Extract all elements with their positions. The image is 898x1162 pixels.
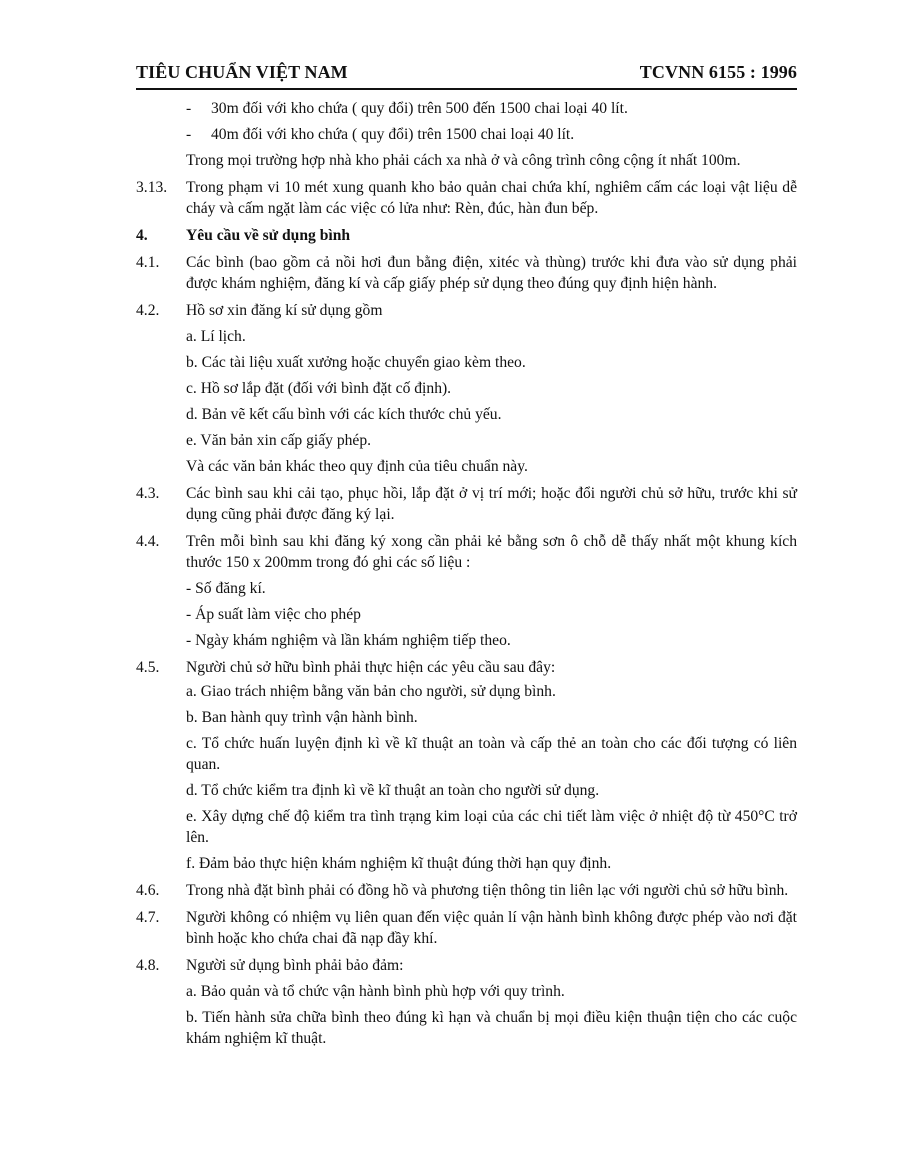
section-4-4 [136, 531, 797, 573]
list-item: - Áp suất làm việc cho phép [186, 606, 361, 623]
list-item: c. Hồ sơ lắp đặt (đối với bình đặt cố định). [186, 380, 452, 397]
list-item [186, 98, 797, 119]
dash-mark: - [186, 126, 192, 143]
list-item: e. Xây dựng chế độ kiểm tra tình trạng kim loại của các chi tiết làm việc ở nhiệt độ từ 450°C trở lên. [186, 808, 797, 846]
section-4-3 [136, 483, 797, 525]
section-4-1 [136, 252, 797, 294]
section-text: Người không có nhiệm vụ liên quan đến việc quản lí vận hành bình không được phép vào nơi đặt bình hoặc kho chứa chai đã nạp đầy khí. [186, 909, 797, 947]
list-item: f. Đảm bảo thực hiện khám nghiệm kĩ thuật đúng thời hạn quy định. [186, 855, 612, 872]
section-number: 3.13. [136, 179, 168, 196]
section-4-5 [136, 657, 797, 678]
section-4-heading [136, 225, 797, 246]
section-number: 4.4. [136, 533, 160, 550]
standard-code: TCVNN 6155 : 1996 [639, 62, 797, 82]
list-item: - Số đăng kí. [186, 580, 266, 597]
list-item: e. Văn bản xin cấp giấy phép. [186, 432, 372, 449]
section-number: 4.6. [136, 882, 160, 899]
section-text: Trên mỗi bình sau khi đăng ký xong cần phải kẻ bằng sơn ô chỗ dễ thấy nhất một khung kích thước 150 x 200mm trong đó ghi các số liệu : [186, 533, 797, 571]
section-number: 4.1. [136, 254, 160, 271]
list-item: d. Bản vẽ kết cấu bình với các kích thước chủ yếu. [186, 406, 502, 423]
list-item [186, 124, 797, 145]
section-number: 4.3. [136, 485, 160, 502]
section-text: Người sử dụng bình phải bảo đảm: [186, 957, 404, 974]
list-item: - Ngày khám nghiệm và lần khám nghiệm tiếp theo. [186, 632, 511, 649]
section-text: Hồ sơ xin đăng kí sử dụng gồm [186, 302, 383, 319]
paragraph: Và các văn bản khác theo quy định của tiêu chuẩn này. [186, 458, 528, 475]
section-4-6 [136, 880, 797, 901]
list-item: b. Ban hành quy trình vận hành bình. [186, 709, 418, 726]
page-header [136, 56, 797, 90]
section-3-13 [136, 177, 797, 219]
section-heading: Yêu cầu về sử dụng bình [186, 227, 351, 244]
section-4-7 [136, 907, 797, 949]
section-number: 4.7. [136, 909, 160, 926]
list-item: d. Tổ chức kiểm tra định kì về kĩ thuật an toàn cho người sử dụng. [186, 782, 600, 799]
section-number: 4.8. [136, 957, 160, 974]
paragraph: Trong mọi trường hợp nhà kho phải cách xa nhà ở và công trình công cộng ít nhất 100m. [186, 152, 741, 169]
list-item: a. Bảo quản và tổ chức vận hành bình phù hợp với quy trình. [186, 983, 565, 1000]
section-text: Người chủ sở hữu bình phải thực hiện các yêu cầu sau đây: [186, 659, 556, 676]
list-item: b. Tiến hành sửa chữa bình theo đúng kì hạn và chuẩn bị mọi điều kiện thuận tiện cho các cuộc khám nghiệm kĩ thuật. [186, 1009, 797, 1047]
standard-title: TIÊU CHUẨN VIỆT NAM [136, 62, 348, 82]
section-number: 4.5. [136, 659, 160, 676]
list-item-text: 30m đối với kho chứa ( quy đổi) trên 500 đến 1500 chai loại 40 lít. [211, 100, 628, 117]
list-item: a. Lí lịch. [186, 328, 246, 345]
section-4-2 [136, 300, 797, 321]
section-number: 4.2. [136, 302, 160, 319]
section-number: 4. [136, 227, 148, 244]
section-text: Trong phạm vi 10 mét xung quanh kho bảo quản chai chứa khí, nghiêm cấm các loại vật liệu dễ cháy và cấm ngặt làm các việc có lửa như: Rèn, đúc, hàn đun bếp. [186, 179, 797, 217]
dash-mark: - [186, 100, 192, 117]
section-text: Các bình sau khi cải tạo, phục hồi, lắp đặt ở vị trí mới; hoặc đổi người chủ sở hữu, trước khi sử dụng cũng phải được đăng ký lại. [186, 485, 797, 523]
section-4-8 [136, 955, 797, 976]
document-body [136, 98, 797, 1049]
section-text: Các bình (bao gồm cả nồi hơi đun bằng điện, xitéc và thùng) trước khi đưa vào sử dụng phải được khám nghiệm, đăng kí và cấp giấy phép sử dụng theo đúng quy định hiện hành. [186, 254, 797, 292]
section-text: Trong nhà đặt bình phải có đồng hồ và phương tiện thông tin liên lạc với người chủ sở hữu bình. [186, 882, 789, 899]
list-item-text: 40m đối với kho chứa ( quy đổi) trên 1500 chai loại 40 lít. [211, 126, 575, 143]
list-item: c. Tổ chức huấn luyện định kì về kĩ thuật an toàn và cấp thẻ an toàn cho các đối tượng có liên quan. [186, 735, 797, 773]
list-item: b. Các tài liệu xuất xưởng hoặc chuyển giao kèm theo. [186, 354, 526, 371]
list-item: a. Giao trách nhiệm bằng văn bản cho người, sử dụng bình. [186, 683, 556, 700]
